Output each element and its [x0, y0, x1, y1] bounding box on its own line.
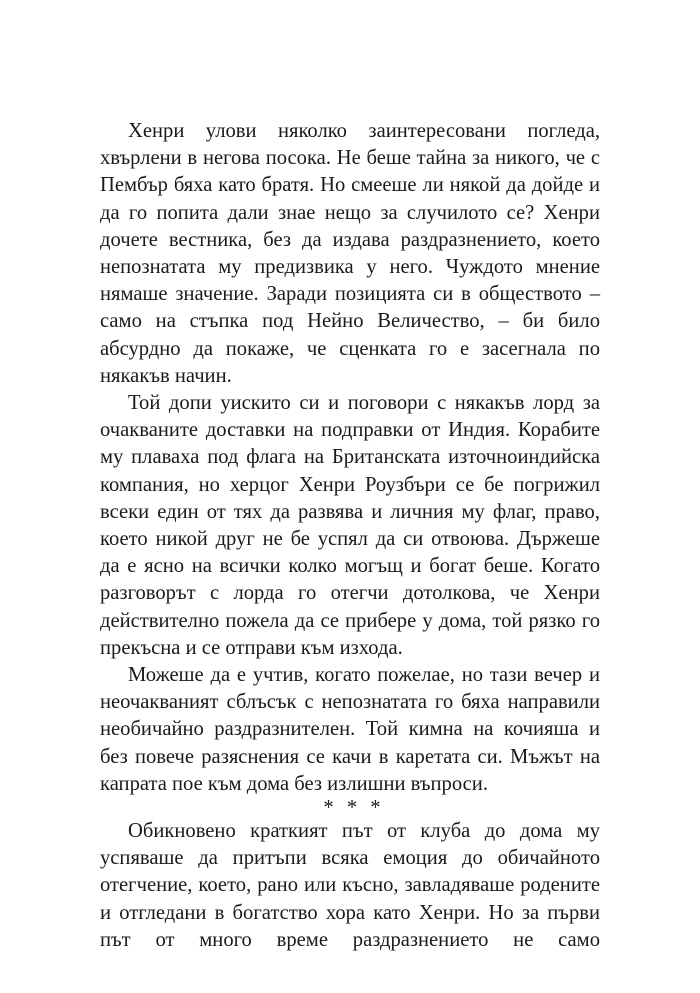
paragraph-2: Той допи уискито си и поговори с някакъв лорд за очакваните доставки на подправки от Индия. Корабите му плаваха под флага на Британската източноиндийска компания, но херцог Хенри Роузбъри се бе погрижил всеки един от тях да развява и личния му флаг, право, което никой друг не бе успял да си отвоюва. Държеше да е ясно на всички колко могъщ и богат беше. Когато разговорът с лорда го отегчи дотолкова, че Хенри действително пожела да се прибере у дома, той рязко го прекъсна и се отправи към изхода.: [100, 392, 600, 659]
paragraph-4: Обикновено краткият път от клуба до дома му успяваше да притъпи всяка емоция до обичайното отегчение, което, рано или късно, завладяваше родените и отгледани в богатство хора като Хенри. Но за първи път от много време раздразнението не само: [100, 820, 600, 951]
paragraph-3: Можеше да е учтив, когато пожелае, но тази вечер и неочакваният сблъсък с непознатата го бяха направили необичайно раздразнителен. Той кимна на кочияша и без повече разяснения се качи в каретата си. Мъжът на капрата пое към дома без излишни въпроси.: [100, 664, 600, 795]
page-text: [100, 118, 600, 954]
paragraph-1: Хенри улови няколко заинтересовани погледа, хвърлени в негова посока. Не беше тайна за никого, че с Пембър бяха като братя. Но смееше ли някой да дойде и да го попита дали знае нещо за случилото се? Хенри дочете вестника, без да издава раздразнението, което непознатата му предизвика у него. Чуждото мнение нямаше значение. Заради позицията си в обществото – само на стъпка под Нейно Величество, – би било абсурдно да покаже, че сценката го е засегнала по някакъв начин.: [100, 120, 600, 387]
scene-break: * * *: [323, 797, 385, 820]
